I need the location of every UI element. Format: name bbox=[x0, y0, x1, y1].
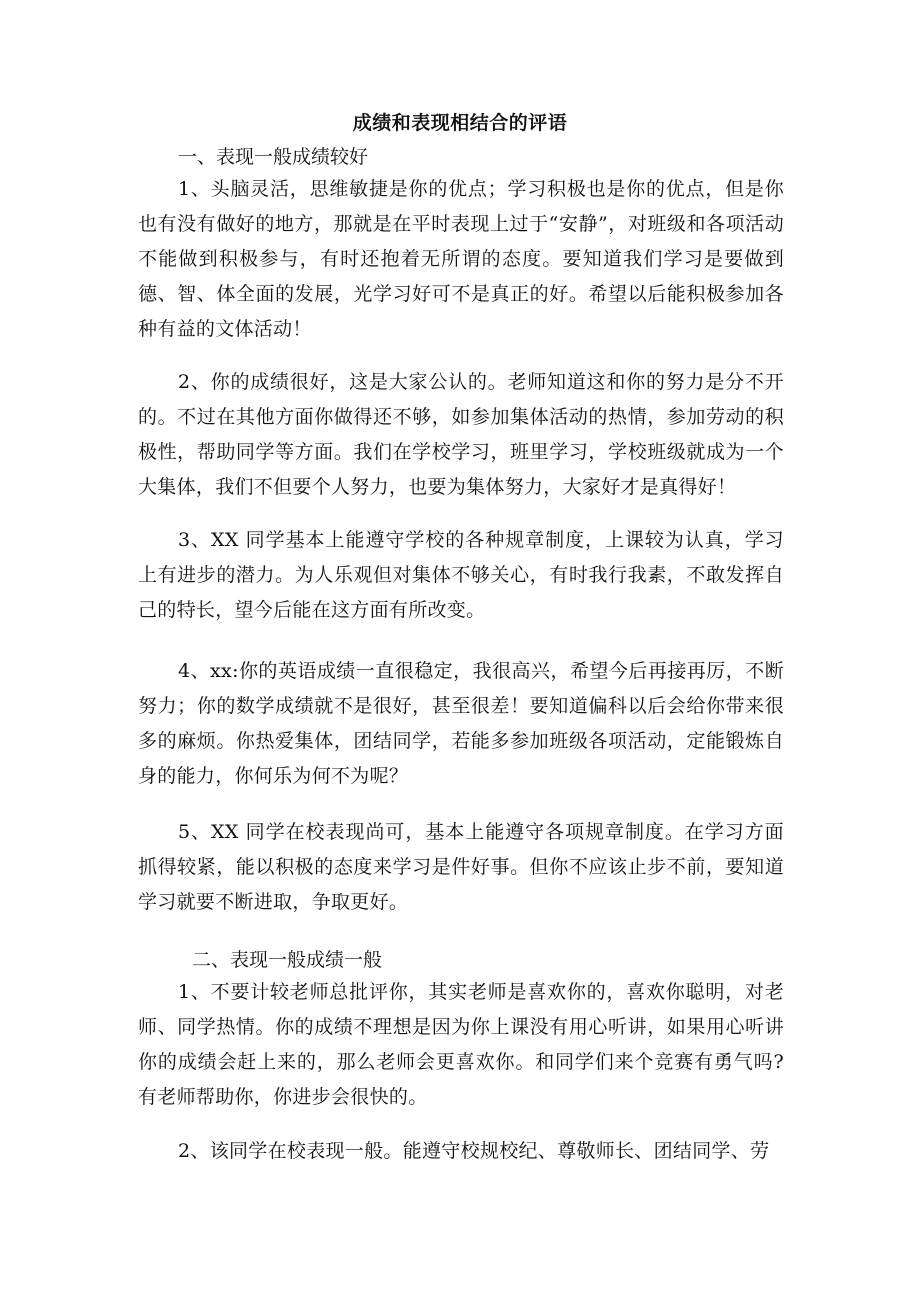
section-heading-1: 一、表现一般成绩较好 bbox=[178, 146, 369, 168]
paragraph-2-2: 2、该同学在校表现一般。能遵守校规校纪、尊敬师长、团结同学、劳 bbox=[178, 1140, 770, 1162]
paragraph-2-1: 1、不要计较老师总批评你，其实老师是喜欢你的，喜欢你聪明，对老师、同学热情。你的成绩不理想是因为你上课没有用心听讲，如果用心听讲你的成绩会赶上来的，那么老师会更喜欢你。和同学们来个竞赛有勇气吗?有老师帮助你，你进步会很快的。 bbox=[138, 981, 784, 1108]
paragraph-1-4: 4、xx:你的英语成绩一直很稳定，我很高兴，希望今后再接再厉，不断努力；你的数学成绩就不是很好，甚至很差！要知道偏科以后会给你带来很多的麻烦。你热爱集体，团结同学，若能多参加班级各项活动，定能锻炼自身的能力，你何乐为何不为呢？ bbox=[138, 660, 784, 787]
paragraph-1-2: 2、你的成绩很好，这是大家公认的。老师知道这和你的努力是分不开的。不过在其他方面你做得还不够，如参加集体活动的热情，参加劳动的积极性，帮助同学等方面。我们在学校学习，班里学习，学校班级就成为一个大集体，我们不但要个人努力，也要为集体努力，大家好才是真得好！ bbox=[138, 371, 784, 498]
paragraph-1-3: 3、XX 同学基本上能遵守学校的各种规章制度，上课较为认真，学习上有进步的潜力。为人乐观但对集体不够关心，有时我行我素，不敢发挥自己的特长，望今后能在这方面有所改变。 bbox=[138, 529, 784, 621]
paragraph-1-5: 5、XX 同学在校表现尚可，基本上能遵守各项规章制度。在学习方面抓得较紧，能以积极的态度来学习是件好事。但你不应该止步不前，要知道学习就要不断进取，争取更好。 bbox=[138, 821, 784, 913]
paragraph-1-1: 1、头脑灵活，思维敏捷是你的优点；学习积极也是你的优点，但是你也有没有做好的地方，那就是在平时表现上过于“安静”，对班级和各项活动不能做到积极参与，有时还抱着无所谓的态度。要知道我们学习是要做到德、智、体全面的发展，光学习好可不是真正的好。希望以后能积极参加各种有益的文体活动！ bbox=[138, 178, 784, 340]
section-heading-2: 二、表现一般成绩一般 bbox=[192, 949, 383, 971]
document-title: 成绩和表现相结合的评语 bbox=[352, 112, 568, 134]
